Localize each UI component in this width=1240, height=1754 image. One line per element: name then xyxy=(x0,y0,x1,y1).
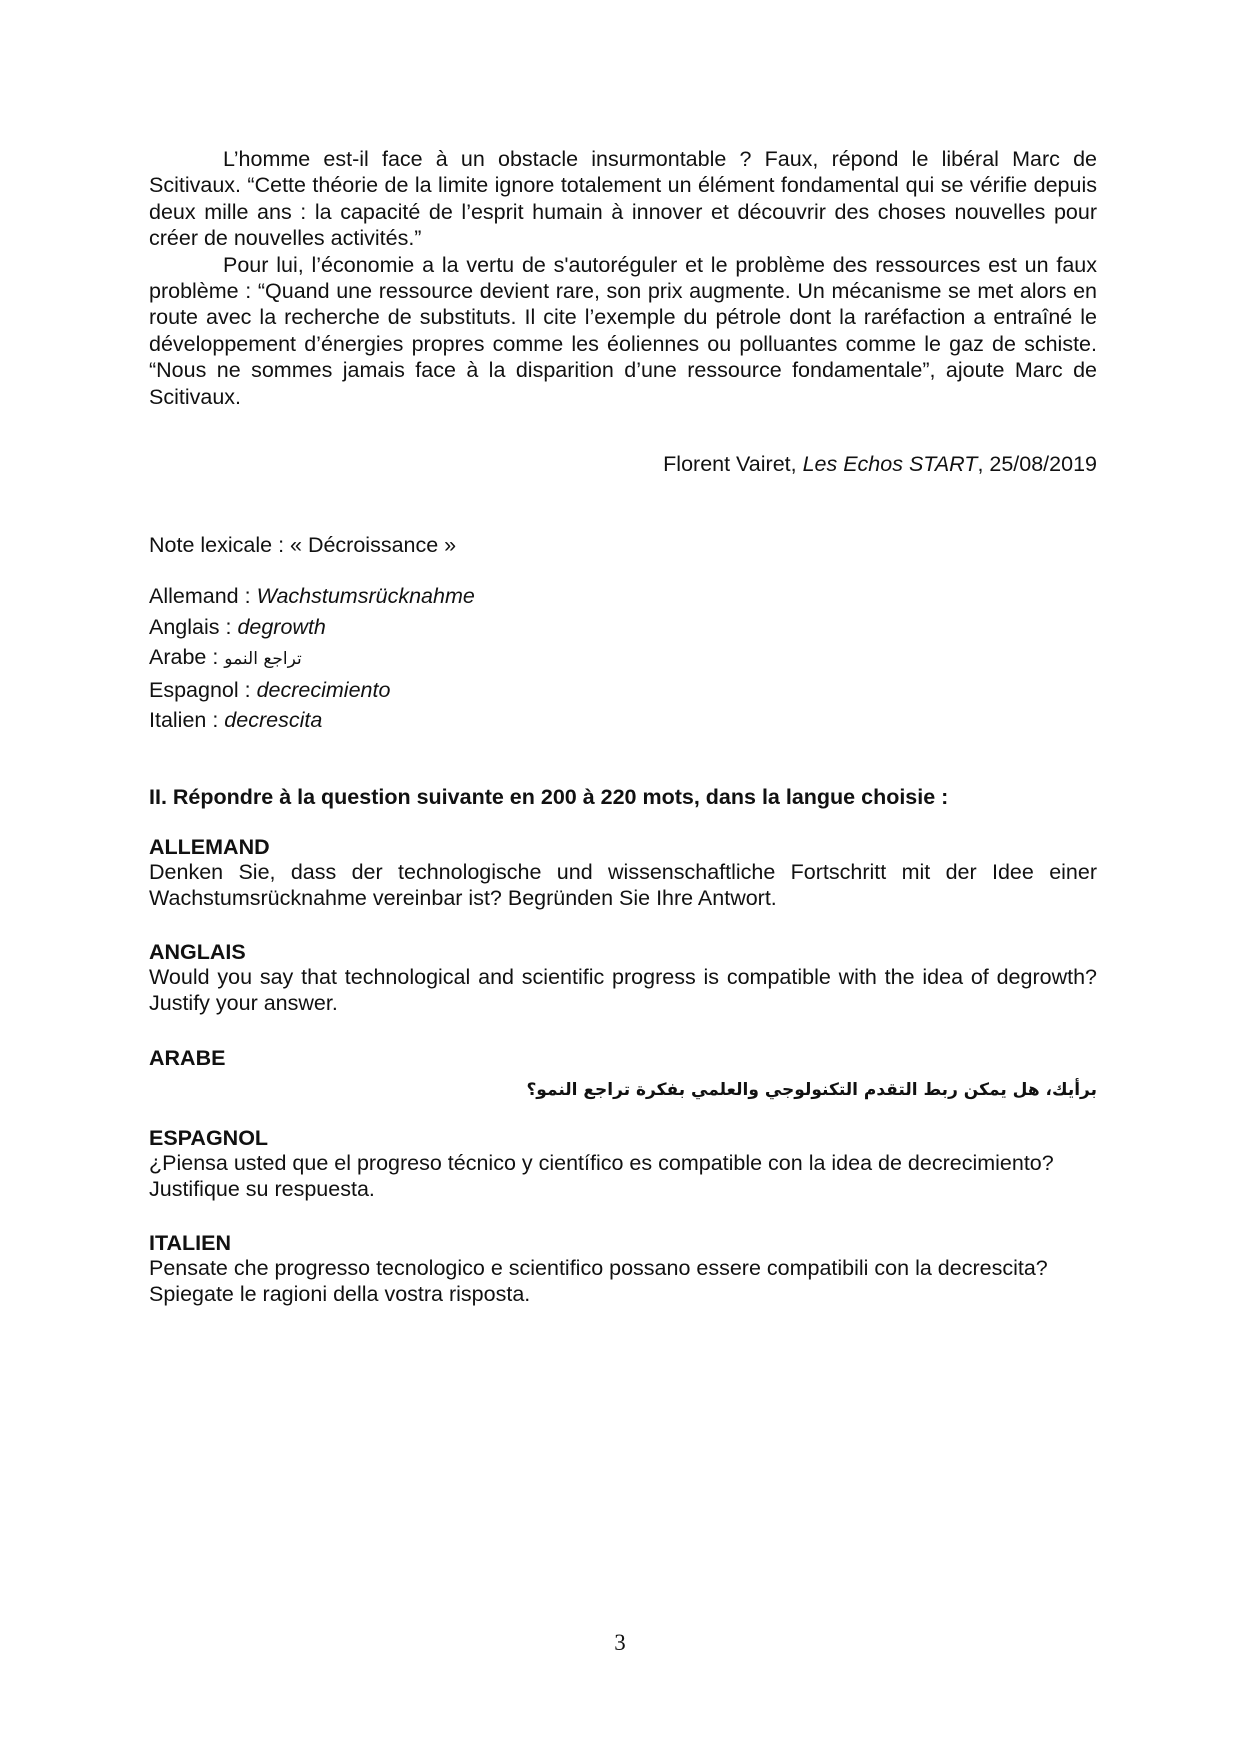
source-date: , 25/08/2019 xyxy=(977,452,1097,476)
lexical-note-list xyxy=(149,581,1097,736)
section-2-title-block xyxy=(149,784,1097,810)
article-paragraph-1: L’homme est-il face à un obstacle insurmontable ? Faux, répond le libéral Marc de Scitivaux. “Cette théorie de la limite ignore totalement un élément fondamental qui se vérifie depuis deux mille ans : la capacité de l’esprit humain à innover et découvrir des choses nouvelles pour créer de nouvelles activités.” xyxy=(149,147,1097,251)
question-italien xyxy=(149,1230,1097,1307)
question-heading: ARABE xyxy=(149,1046,226,1070)
lexical-term: تراجع النمو xyxy=(224,649,302,669)
question-espagnol xyxy=(149,1125,1097,1202)
lexical-language: Allemand : xyxy=(149,584,257,608)
section-2-title: II. Répondre à la question suivante en 200 à 220 mots, dans la langue choisie : xyxy=(149,785,949,809)
source-publication: Les Echos START xyxy=(802,452,978,476)
lexical-term: Wachstumsrücknahme xyxy=(256,584,475,608)
source-author: Florent Vairet, xyxy=(663,452,803,476)
question-text: ¿Piensa usted que el progreso técnico y científico es compatible con la idea de decrecimiento? Justifique su respuesta. xyxy=(149,1151,1054,1201)
question-heading: ESPAGNOL xyxy=(149,1126,269,1150)
lexical-entry-anglais xyxy=(149,612,1097,643)
question-text: Pensate che progresso tecnologico e scientifico possano essere compatibili con la decrescita? Spiegate le ragioni della vostra risposta. xyxy=(149,1256,1048,1306)
question-text: Denken Sie, dass der technologische und wissenschaftliche Fortschritt mit der Idee einer Wachstumsrücknahme vereinbar ist? Begründen Sie Ihre Antwort. xyxy=(149,860,1097,910)
lexical-entry-arabe xyxy=(149,642,1097,675)
question-allemand xyxy=(149,834,1097,911)
article-paragraph-2: Pour lui, l’économie a la vertu de s'autoréguler et le problème des ressources est un faux problème : “Quand une ressource devient rare, son prix augmente. Un mécanisme se met alors en route avec la recherche de substituts. Il cite l’exemple du pétrole dont la raréfaction a entraîné le développement d’énergies propres comme les éoliennes ou polluantes comme le gaz de schiste. “Nous ne sommes jamais face à la disparition d’une ressource fondamentale”, ajoute Marc de Scitivaux. xyxy=(149,252,1097,409)
question-heading: ITALIEN xyxy=(149,1231,232,1255)
question-heading: ANGLAIS xyxy=(149,940,246,964)
question-arabe xyxy=(149,1045,1097,1103)
article-source xyxy=(149,451,1097,478)
question-heading: ALLEMAND xyxy=(149,835,270,859)
lexical-language: Italien : xyxy=(149,708,225,732)
lexical-term: decrecimiento xyxy=(256,677,391,702)
lexical-entry-allemand xyxy=(149,581,1097,612)
lexical-entry-italien xyxy=(149,705,1097,736)
lexical-language: Espagnol : xyxy=(149,677,257,702)
lexical-language: Anglais : xyxy=(149,614,238,639)
article-text xyxy=(149,146,1097,410)
page-number: 3 xyxy=(614,1630,626,1655)
lexical-term: decrescita xyxy=(224,708,323,732)
lexical-note-title-block xyxy=(149,532,1097,559)
question-text: Would you say that technological and scientific progress is compatible with the idea of degrowth? Justify your answer. xyxy=(149,965,1097,1015)
question-text: برأيك، هل يمكن ربط التقدم التكنولوجي والعلمي بفكرة تراجع النمو؟ xyxy=(526,1080,1097,1100)
lexical-note-title: Note lexicale : « Décroissance » xyxy=(149,533,457,557)
source-line xyxy=(149,451,1097,478)
lexical-term: degrowth xyxy=(237,614,326,639)
lexical-entry-espagnol xyxy=(149,675,1097,706)
lexical-language: Arabe : xyxy=(149,645,225,669)
question-anglais xyxy=(149,939,1097,1016)
